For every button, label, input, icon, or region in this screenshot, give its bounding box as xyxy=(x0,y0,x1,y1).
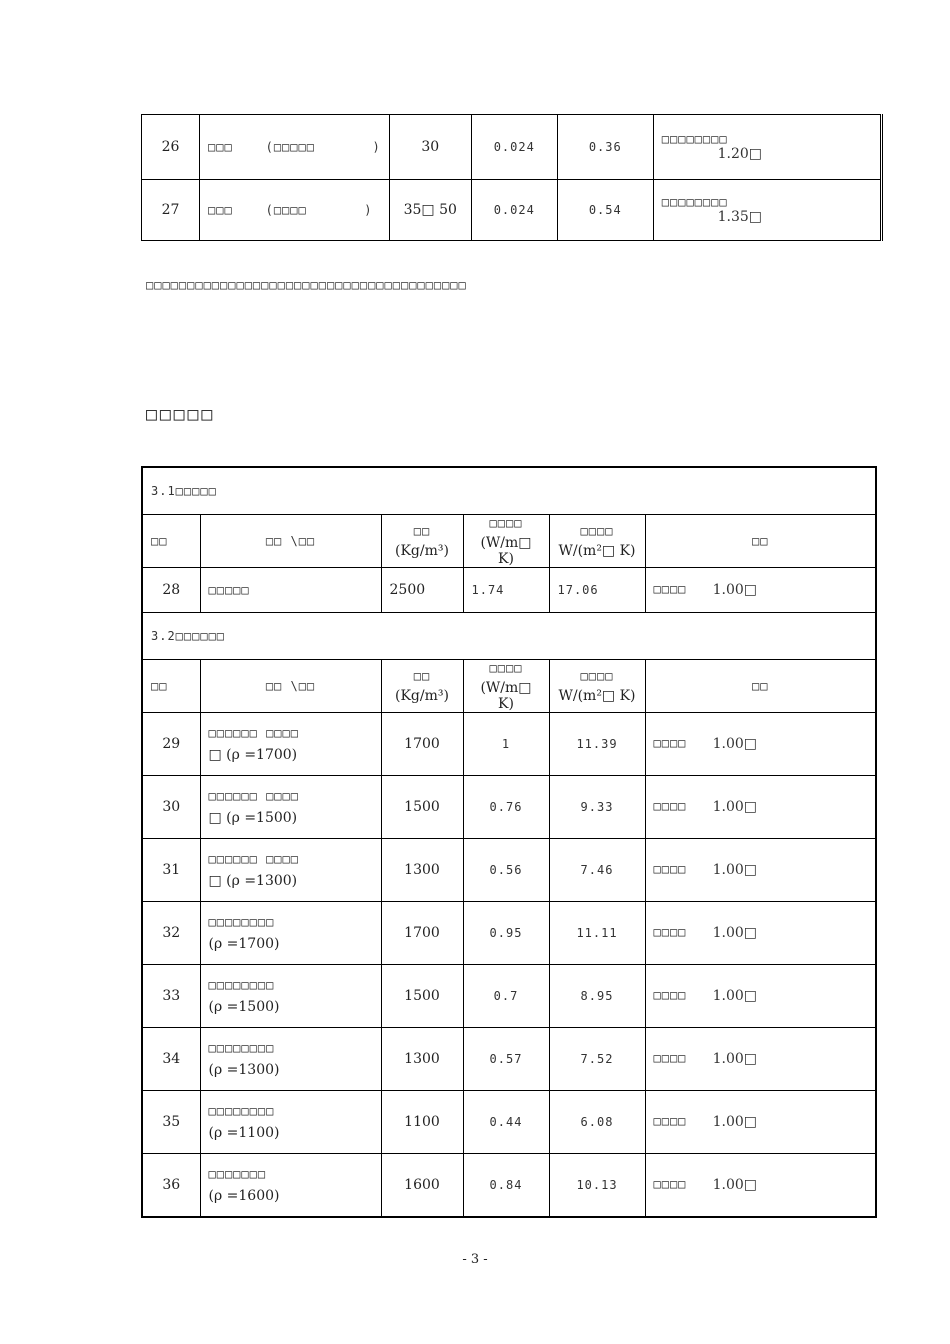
correction-factor: 1.00□ xyxy=(712,1177,757,1193)
top-table xyxy=(141,114,883,241)
material-name xyxy=(200,1028,381,1091)
note-text: □□□□□□□□ xyxy=(661,132,728,146)
table-row xyxy=(142,713,876,776)
note-text: □□□□ xyxy=(653,925,687,939)
header-name: □□ \□□ xyxy=(200,515,381,568)
material-name xyxy=(200,713,381,776)
material-name-line1: □□□□□□□□ xyxy=(208,1104,275,1118)
material-name-line2: (ρ =1500) xyxy=(208,999,280,1015)
material-name-close: ) xyxy=(372,140,381,154)
material-name xyxy=(200,902,381,965)
storage-cell: 9.33 xyxy=(549,776,645,839)
note-cell xyxy=(653,115,881,180)
table-row xyxy=(142,1028,876,1091)
note-text: □□□□ xyxy=(653,799,687,813)
header-density xyxy=(381,660,463,713)
storage-cell: 17.06 xyxy=(549,568,645,613)
conductivity-cell: 0.56 xyxy=(463,839,549,902)
row-number: 35 xyxy=(142,1091,200,1154)
note-text: □□□□ xyxy=(653,736,687,750)
note-cell xyxy=(645,965,876,1028)
note-text: □□□□□□□□ xyxy=(661,195,728,209)
note-text: □□□□ xyxy=(653,1114,687,1128)
conductivity-cell: 0.7 xyxy=(463,965,549,1028)
header-conductivity-unit: (W/m□ K) xyxy=(480,535,532,567)
header-storage-label: □□□□ xyxy=(580,524,614,538)
density-cell: 1700 xyxy=(381,902,463,965)
row-number: 29 xyxy=(142,713,200,776)
material-name-line2: (ρ =1100) xyxy=(208,1125,280,1141)
header-conductivity-label: □□□□ xyxy=(489,661,523,675)
header-conductivity-label: □□□□ xyxy=(489,516,523,530)
correction-factor: 1.35□ xyxy=(717,209,762,225)
page-number: - 3 - xyxy=(462,1252,488,1267)
storage-cell: 6.08 xyxy=(549,1091,645,1154)
table-row xyxy=(142,115,882,180)
material-name-line2: □ (ρ =1300) xyxy=(208,873,298,889)
storage-cell: 11.39 xyxy=(549,713,645,776)
table-row xyxy=(142,180,882,241)
material-name-line2: □ (ρ =1700) xyxy=(208,747,298,763)
conductivity-cell: 0.57 xyxy=(463,1028,549,1091)
header-number: □□ xyxy=(142,515,200,568)
header-storage-label: □□□□ xyxy=(580,669,614,683)
section-heading: □□□□□ xyxy=(146,404,216,425)
top-table-body xyxy=(142,115,882,241)
footnote-text: □□□□□□□□□□□□□□□□□□□□□□□□□□□□□□□□□□□□□□□ xyxy=(146,278,467,292)
header-density-label: □□ xyxy=(413,524,431,538)
header-storage-unit: W/(m²□ K) xyxy=(558,688,636,704)
material-name-main: □□□ xyxy=(208,203,233,217)
note-text: □□□□ xyxy=(653,582,687,596)
material-name xyxy=(200,1091,381,1154)
row-number: 28 xyxy=(142,568,200,613)
note-cell xyxy=(645,568,876,613)
header-storage xyxy=(549,515,645,568)
conductivity-cell: 0.76 xyxy=(463,776,549,839)
material-name-line1: □□□□□ xyxy=(208,583,250,597)
conductivity-cell: 1 xyxy=(463,713,549,776)
header-density-unit: (Kg/m³) xyxy=(395,543,449,559)
note-text: □□□□ xyxy=(653,1051,687,1065)
header-storage-unit: W/(m²□ K) xyxy=(558,543,636,559)
material-name-line2: □ (ρ =1500) xyxy=(208,810,298,826)
conductivity-cell: 0.95 xyxy=(463,902,549,965)
density-cell: 1500 xyxy=(381,776,463,839)
conductivity-cell: 1.74 xyxy=(463,568,549,613)
material-name-line2: (ρ =1600) xyxy=(208,1188,280,1204)
density-cell: 1300 xyxy=(381,839,463,902)
storage-cell: 8.95 xyxy=(549,965,645,1028)
header-density-unit: (Kg/m³) xyxy=(395,688,449,704)
material-name xyxy=(200,965,381,1028)
material-name-line1: □□□□□□□ xyxy=(208,1167,267,1181)
correction-factor: 1.00□ xyxy=(712,1051,757,1067)
material-name-line2: (ρ =1700) xyxy=(208,936,280,952)
note-text: □□□□ xyxy=(653,1177,687,1191)
conductivity-cell: 0.024 xyxy=(471,115,557,180)
storage-cell: 7.46 xyxy=(549,839,645,902)
material-name-line1: □□□□□□ □□□□ xyxy=(208,852,299,866)
header-conductivity-unit: (W/m□ K) xyxy=(480,680,532,712)
row-number: 32 xyxy=(142,902,200,965)
material-name-line1: □□□□□□ □□□□ xyxy=(208,789,299,803)
header-density-label: □□ xyxy=(413,669,431,683)
table-row xyxy=(142,965,876,1028)
conductivity-cell: 0.024 xyxy=(471,180,557,241)
note-cell xyxy=(645,1028,876,1091)
table-row xyxy=(142,839,876,902)
note-cell xyxy=(645,713,876,776)
header-note: □□ xyxy=(645,515,876,568)
row-number: 30 xyxy=(142,776,200,839)
material-name xyxy=(200,180,390,241)
table-row xyxy=(142,902,876,965)
material-name-main: □□□ xyxy=(208,140,233,154)
section-title: 3.2□□□□□□ xyxy=(142,613,876,660)
density-cell: 1500 xyxy=(381,965,463,1028)
correction-factor: 1.20□ xyxy=(717,146,762,162)
header-note: □□ xyxy=(645,660,876,713)
table-row xyxy=(142,776,876,839)
material-name xyxy=(200,776,381,839)
material-name-line1: □□□□□□□□ xyxy=(208,915,275,929)
header-name: □□ \□□ xyxy=(200,660,381,713)
correction-factor: 1.00□ xyxy=(712,925,757,941)
storage-cell: 10.13 xyxy=(549,1154,645,1218)
density-cell: 1100 xyxy=(381,1091,463,1154)
density-cell: 2500 xyxy=(381,568,463,613)
table-row xyxy=(142,568,876,613)
header-density xyxy=(381,515,463,568)
density-cell: 1700 xyxy=(381,713,463,776)
correction-factor: 1.00□ xyxy=(712,736,757,752)
conductivity-cell: 0.44 xyxy=(463,1091,549,1154)
storage-cell: 7.52 xyxy=(549,1028,645,1091)
material-name xyxy=(200,115,390,180)
material-name-line1: □□□□□□ □□□□ xyxy=(208,726,299,740)
note-cell xyxy=(645,839,876,902)
material-name xyxy=(200,1154,381,1218)
header-number: □□ xyxy=(142,660,200,713)
material-name-line1: □□□□□□□□ xyxy=(208,1041,275,1055)
storage-cell: 0.54 xyxy=(557,180,653,241)
correction-factor: 1.00□ xyxy=(712,799,757,815)
density-cell: 1600 xyxy=(381,1154,463,1218)
density-cell: 1300 xyxy=(381,1028,463,1091)
section-title-row xyxy=(142,613,876,660)
note-cell xyxy=(645,902,876,965)
note-cell xyxy=(645,776,876,839)
material-name xyxy=(200,839,381,902)
header-row xyxy=(142,660,876,713)
header-conductivity xyxy=(463,515,549,568)
correction-factor: 1.00□ xyxy=(712,862,757,878)
density-cell: 35□ 50 xyxy=(389,180,471,241)
correction-factor: 1.00□ xyxy=(712,582,757,598)
table-row xyxy=(142,1154,876,1218)
note-cell xyxy=(653,180,881,241)
material-name-sub: (□□□□ xyxy=(265,203,307,217)
row-number: 36 xyxy=(142,1154,200,1218)
correction-factor: 1.00□ xyxy=(712,988,757,1004)
note-text: □□□□ xyxy=(653,862,687,876)
material-name-line1: □□□□□□□□ xyxy=(208,978,275,992)
note-cell xyxy=(645,1091,876,1154)
row-number: 26 xyxy=(142,115,200,180)
header-row xyxy=(142,515,876,568)
row-number: 27 xyxy=(142,180,200,241)
row-number: 31 xyxy=(142,839,200,902)
material-name-close: ) xyxy=(364,203,373,217)
storage-cell: 11.11 xyxy=(549,902,645,965)
storage-cell: 0.36 xyxy=(557,115,653,180)
material-name-line2: (ρ =1300) xyxy=(208,1062,280,1078)
correction-factor: 1.00□ xyxy=(712,1114,757,1130)
material-name xyxy=(200,568,381,613)
section-title-row xyxy=(142,467,876,515)
section-title: 3.1□□□□□ xyxy=(142,467,876,515)
row-number: 33 xyxy=(142,965,200,1028)
note-cell xyxy=(645,1154,876,1218)
material-name-sub: (□□□□□ xyxy=(265,140,315,154)
note-text: □□□□ xyxy=(653,988,687,1002)
header-storage xyxy=(549,660,645,713)
conductivity-cell: 0.84 xyxy=(463,1154,549,1218)
density-cell: 30 xyxy=(389,115,471,180)
materials-table xyxy=(141,466,877,1218)
row-number: 34 xyxy=(142,1028,200,1091)
materials-table-body xyxy=(142,467,876,1217)
table-row xyxy=(142,1091,876,1154)
header-conductivity xyxy=(463,660,549,713)
